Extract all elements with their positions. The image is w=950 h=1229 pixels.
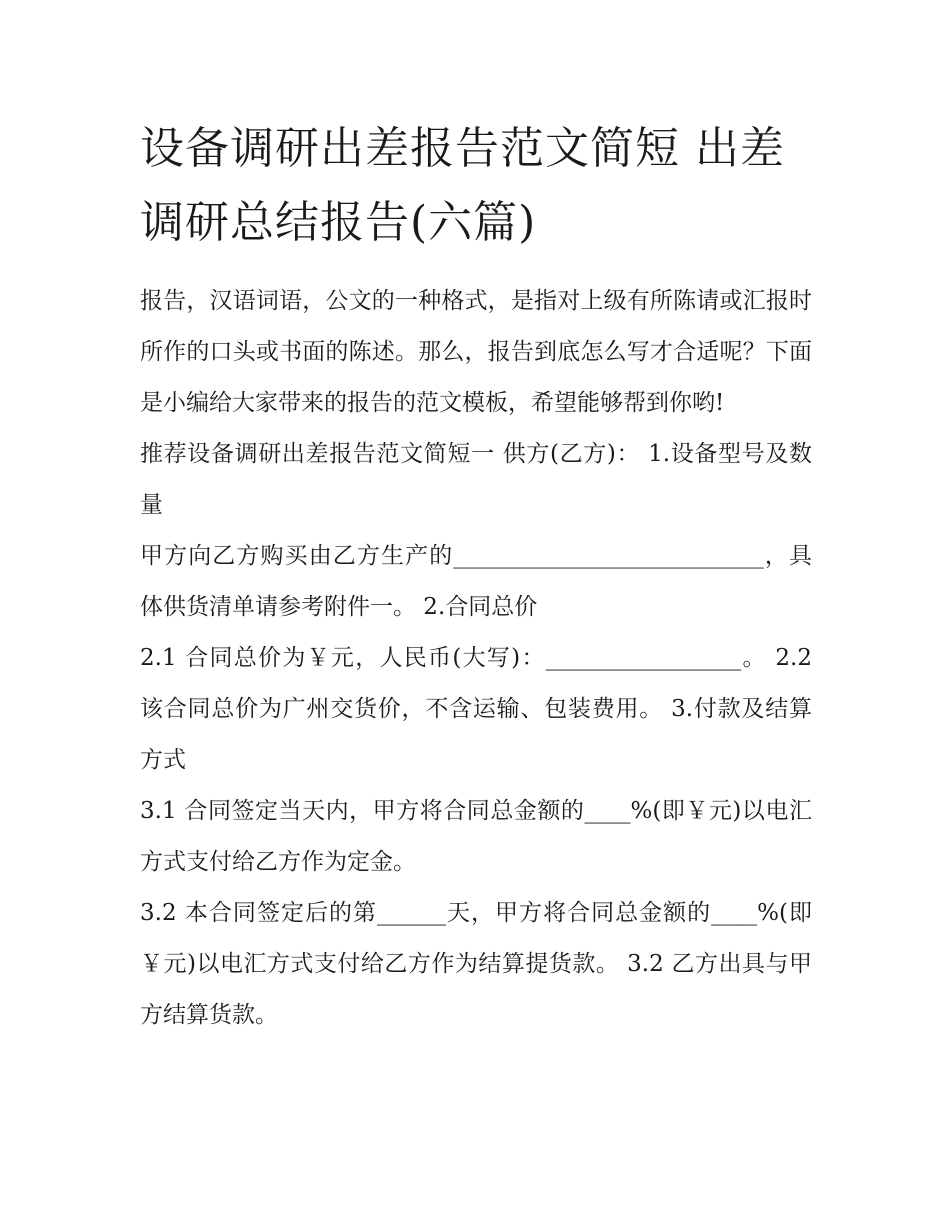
document-body <box>140 276 812 1041</box>
section-one-heading: 推荐设备调研出差报告范文简短一 供方(乙方)： 1.设备型号及数量 <box>140 441 812 518</box>
settlement-clause: 3.2 本合同签定后的第______天，甲方将合同总金额的____%(即￥元)以电汇方式支付给乙方作为结算提货款。 3.2 乙方出具与甲方结算货款。 <box>140 900 812 1028</box>
document-title: 设备调研出差报告范文简短 出差调研总结报告(六篇) <box>140 123 785 248</box>
deposit-clause: 3.1 合同签定当天内，甲方将合同总金额的____%(即￥元)以电汇方式支付给乙方作为定金。 <box>140 798 812 875</box>
intro-paragraph: 报告，汉语词语，公文的一种格式，是指对上级有所陈请或汇报时所作的口头或书面的陈述。那么，报告到底怎么写才合适呢？下面是小编给大家带来的报告的范文模板，希望能够帮到你哟! <box>140 288 812 416</box>
purchase-clause: 甲方向乙方购买由乙方生产的___________________________，具体供货清单请参考附件一。 2.合同总价 <box>140 543 812 620</box>
total-price-clause: 2.1 合同总价为￥元，人民币(大写)：_________________。 2.2 该合同总价为广州交货价，不含运输、包装费用。 3.付款及结算方式 <box>140 645 812 773</box>
